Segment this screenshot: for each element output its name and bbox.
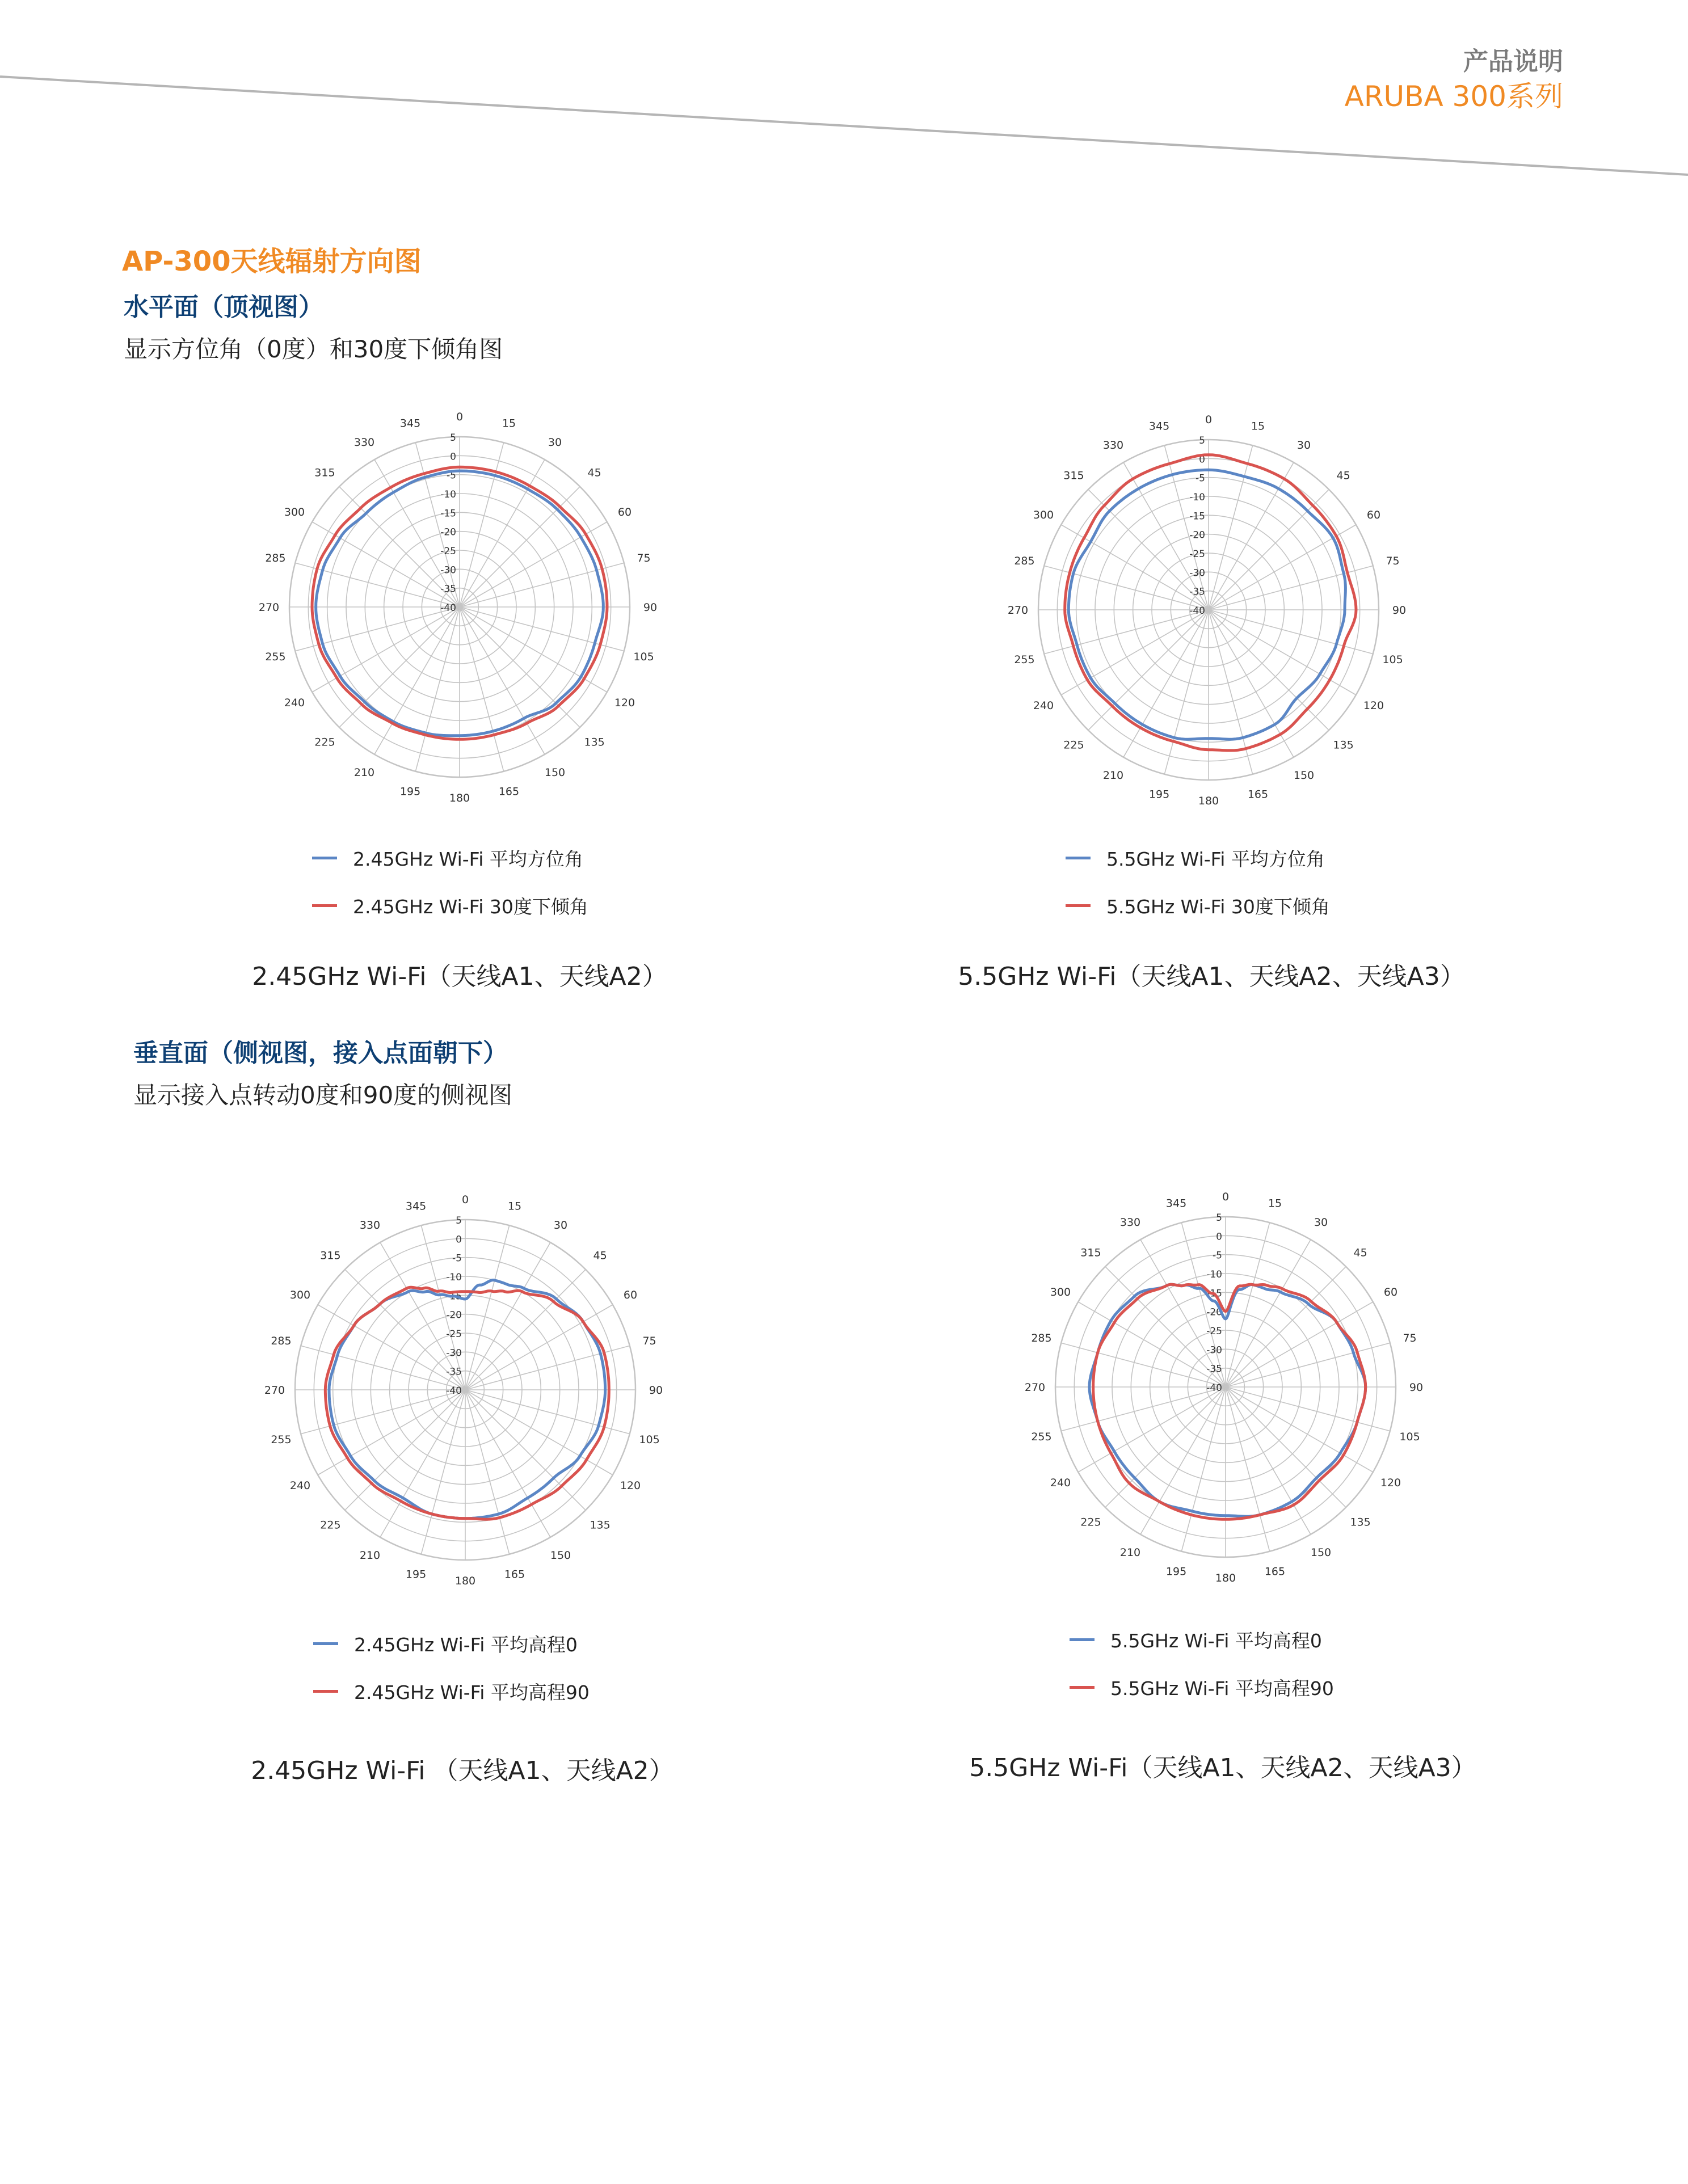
angle-tick-label: 210: [1119, 1546, 1141, 1559]
angle-tick-label: 165: [1264, 1565, 1286, 1578]
legend-label: 5.5GHz Wi-Fi 平均高程90: [1110, 1677, 1334, 1700]
legend-swatch-blue: [313, 1642, 338, 1645]
radial-tick-label: -5: [452, 1253, 462, 1264]
radial-tick-label: -25: [446, 1329, 462, 1340]
angle-tick-label: 285: [265, 552, 286, 565]
angle-tick-label: 180: [1198, 795, 1219, 807]
grid-spoke: [1181, 1387, 1226, 1551]
legend-label: 2.45GHz Wi-Fi 平均高程0: [354, 1633, 578, 1656]
legend-item: [312, 834, 588, 882]
legend-swatch-red: [313, 1690, 338, 1693]
angle-tick-label: 210: [353, 766, 375, 779]
angle-tick-label: 135: [1333, 739, 1354, 752]
radial-tick-label: -30: [440, 564, 456, 576]
angle-tick-label: 300: [1050, 1286, 1071, 1298]
grid-spoke: [465, 1225, 510, 1390]
legend-label: 2.45GHz Wi-Fi 平均高程90: [354, 1681, 590, 1704]
legend-item: [1070, 1663, 1334, 1711]
angle-tick-label: 90: [649, 1384, 663, 1397]
angle-tick-label: 30: [548, 436, 562, 449]
angle-tick-label: 255: [271, 1433, 292, 1446]
radial-tick-label: -25: [440, 546, 456, 557]
legend-label: 5.5GHz Wi-Fi 30度下倾角: [1106, 895, 1330, 918]
grid-spoke: [1226, 1387, 1270, 1551]
angle-tick-label: 60: [623, 1289, 638, 1301]
polar-chart-h-245: [221, 374, 698, 840]
horizontal-desc: 显示方位角（0度）和30度下倾角图: [124, 335, 503, 363]
radial-tick-label: 0: [1216, 1231, 1222, 1243]
radial-tick-label: -40: [440, 602, 456, 614]
angle-tick-label: 285: [1014, 555, 1035, 568]
radial-tick-label: 0: [1199, 454, 1205, 466]
angle-tick-label: 270: [258, 601, 280, 614]
angle-tick-label: 270: [264, 1384, 285, 1397]
angle-tick-label: 240: [284, 697, 305, 709]
angle-tick-label: 90: [643, 601, 658, 614]
radial-tick-label: 0: [456, 1234, 462, 1246]
legend-swatch-red: [1066, 904, 1091, 907]
angle-tick-label: 330: [1119, 1216, 1141, 1229]
grid-spoke: [1061, 1343, 1226, 1387]
radial-tick-label: -40: [446, 1385, 462, 1397]
angle-tick-label: 195: [399, 785, 421, 798]
angle-tick-label: 120: [614, 697, 635, 709]
legend-label: 2.45GHz Wi-Fi 平均方位角: [353, 848, 583, 870]
radial-tick-label: -25: [1189, 549, 1205, 560]
radial-tick-label: -15: [440, 508, 456, 520]
legend-label: 5.5GHz Wi-Fi 平均方位角: [1106, 848, 1325, 870]
section-title: AP-300天线辐射方向图: [122, 246, 422, 277]
legend-swatch-blue: [1066, 857, 1091, 859]
horizontal-heading: 水平面（顶视图）: [124, 293, 323, 322]
legend-item: [313, 1620, 590, 1667]
legend-swatch-blue: [1070, 1638, 1095, 1641]
legend-h-55: [1066, 834, 1330, 929]
legend-swatch-red: [1070, 1686, 1095, 1689]
angle-tick-label: 315: [314, 466, 335, 479]
grid-spoke: [345, 1390, 465, 1510]
grid-spoke: [415, 607, 460, 771]
angle-tick-label: 315: [320, 1249, 341, 1262]
angle-tick-label: 135: [584, 736, 605, 749]
angle-tick-label: 270: [1007, 604, 1029, 617]
angle-tick-label: 330: [353, 436, 375, 449]
angle-tick-label: 15: [502, 417, 516, 430]
caption-h-245: 2.45GHz Wi-Fi（天线A1、天线A2）: [252, 962, 667, 991]
angle-tick-label: 150: [1293, 769, 1315, 782]
angle-tick-label: 165: [1247, 788, 1269, 801]
angle-tick-label: 285: [1031, 1332, 1052, 1345]
angle-tick-label: 195: [405, 1568, 427, 1581]
angle-tick-label: 150: [1310, 1546, 1332, 1559]
angle-tick-label: 90: [1409, 1381, 1424, 1394]
angle-tick-label: 60: [1383, 1286, 1398, 1298]
grid-spoke: [421, 1390, 465, 1554]
vertical-heading: 垂直面（侧视图，接入点面朝下）: [133, 1039, 508, 1068]
legend-h-245: [312, 834, 588, 929]
angle-tick-label: 270: [1024, 1381, 1046, 1394]
angle-tick-label: 345: [405, 1200, 427, 1213]
grid-spoke: [1209, 610, 1329, 730]
angle-tick-label: 105: [633, 650, 654, 663]
legend-label: 5.5GHz Wi-Fi 平均高程0: [1110, 1629, 1322, 1652]
legend-item: [1066, 882, 1330, 929]
angle-tick-label: 150: [544, 766, 566, 779]
angle-tick-label: 210: [359, 1549, 381, 1562]
radial-tick-label: 5: [450, 432, 456, 444]
angle-tick-label: 75: [1386, 555, 1400, 568]
radial-tick-label: -20: [1189, 529, 1205, 541]
angle-tick-label: 300: [1033, 509, 1054, 521]
angle-tick-label: 240: [1033, 699, 1054, 712]
radial-tick-label: -40: [1206, 1382, 1222, 1394]
angle-tick-label: 195: [1165, 1565, 1187, 1578]
angle-tick-label: 180: [449, 792, 470, 804]
radial-tick-label: -35: [1189, 586, 1205, 598]
radial-tick-label: -15: [1206, 1288, 1222, 1300]
angle-tick-label: 0: [461, 1194, 469, 1206]
angle-tick-label: 75: [637, 552, 651, 565]
angle-tick-label: 45: [587, 466, 601, 479]
radial-tick-label: -10: [440, 489, 456, 500]
radial-tick-label: -35: [446, 1366, 462, 1378]
angle-tick-label: 300: [284, 506, 305, 518]
grid-spoke: [465, 1390, 510, 1554]
angle-tick-label: 135: [590, 1519, 611, 1532]
angle-tick-label: 285: [271, 1335, 292, 1348]
angle-tick-label: 345: [1148, 420, 1170, 433]
doc-subtitle: ARUBA 300系列: [1344, 80, 1563, 113]
vertical-desc: 显示接入点转动0度和90度的侧视图: [133, 1081, 513, 1109]
grid-spoke: [460, 607, 504, 771]
angle-tick-label: 15: [1268, 1197, 1282, 1210]
angle-tick-label: 75: [1403, 1332, 1417, 1345]
angle-tick-label: 165: [498, 785, 520, 798]
angle-tick-label: 45: [593, 1249, 607, 1262]
angle-tick-label: 30: [1296, 439, 1311, 452]
angle-tick-label: 225: [1063, 739, 1084, 752]
grid-spoke: [1088, 610, 1209, 730]
angle-tick-label: 180: [454, 1575, 476, 1587]
radial-tick-label: -5: [1213, 1250, 1222, 1262]
angle-tick-label: 0: [1222, 1191, 1230, 1203]
grid-spoke: [1105, 1387, 1226, 1507]
angle-tick-label: 210: [1102, 769, 1124, 782]
angle-tick-label: 240: [1050, 1477, 1071, 1489]
angle-tick-label: 30: [1314, 1216, 1328, 1229]
grid-spoke: [421, 1225, 465, 1390]
grid-spoke: [1226, 1387, 1346, 1507]
angle-tick-label: 330: [1102, 439, 1124, 452]
angle-tick-label: 240: [289, 1479, 311, 1492]
angle-tick-label: 225: [1080, 1516, 1101, 1529]
caption-h-55: 5.5GHz Wi-Fi（天线A1、天线A2、天线A3）: [958, 962, 1465, 991]
angle-tick-label: 255: [1014, 653, 1035, 666]
radial-tick-label: -30: [1206, 1344, 1222, 1356]
angle-tick-label: 345: [399, 417, 421, 430]
angle-tick-label: 105: [1382, 653, 1403, 666]
angle-tick-label: 165: [504, 1568, 525, 1581]
radial-tick-label: -35: [1206, 1363, 1222, 1375]
polar-chart-v-245: [227, 1157, 704, 1622]
legend-item: [1070, 1616, 1334, 1663]
angle-tick-label: 255: [265, 650, 286, 663]
angle-tick-label: 120: [1363, 699, 1384, 712]
radial-tick-label: -20: [1206, 1306, 1222, 1318]
legend-v-55: [1070, 1616, 1334, 1711]
radial-tick-label: -20: [446, 1309, 462, 1321]
radial-tick-label: 5: [1216, 1212, 1222, 1224]
radial-tick-label: -10: [1206, 1269, 1222, 1280]
polar-chart-v-55: [987, 1154, 1464, 1620]
angle-tick-label: 120: [620, 1479, 641, 1492]
angle-tick-label: 60: [617, 506, 632, 518]
radial-tick-label: -20: [440, 526, 456, 538]
legend-item: [313, 1667, 590, 1715]
radial-tick-label: 5: [1199, 435, 1205, 446]
radial-tick-label: -10: [446, 1272, 462, 1283]
radial-tick-label: -5: [447, 470, 456, 482]
angle-tick-label: 75: [642, 1335, 656, 1348]
angle-tick-label: 225: [314, 736, 335, 749]
grid-spoke: [1209, 490, 1329, 610]
angle-tick-label: 315: [1080, 1246, 1101, 1259]
angle-tick-label: 90: [1392, 604, 1407, 617]
caption-v-245: 2.45GHz Wi-Fi （天线A1、天线A2）: [251, 1756, 674, 1785]
angle-tick-label: 45: [1336, 469, 1350, 482]
radial-tick-label: 5: [456, 1215, 462, 1226]
angle-tick-label: 105: [1399, 1430, 1420, 1443]
radial-tick-label: -40: [1189, 605, 1205, 617]
angle-tick-label: 60: [1366, 509, 1381, 521]
angle-tick-label: 45: [1353, 1246, 1367, 1259]
angle-tick-label: 180: [1215, 1572, 1236, 1584]
legend-item: [312, 882, 588, 929]
angle-tick-label: 120: [1380, 1477, 1401, 1489]
legend-label: 2.45GHz Wi-Fi 30度下倾角: [353, 895, 588, 918]
angle-tick-label: 0: [1205, 414, 1213, 426]
polar-chart-h-55: [970, 377, 1447, 842]
angle-tick-label: 345: [1165, 1197, 1187, 1210]
angle-tick-label: 105: [639, 1433, 660, 1446]
angle-tick-label: 15: [1251, 420, 1265, 433]
angle-tick-label: 255: [1031, 1430, 1052, 1443]
angle-tick-label: 315: [1063, 469, 1084, 482]
radial-tick-label: -15: [1189, 511, 1205, 522]
legend-swatch-blue: [312, 857, 337, 859]
angle-tick-label: 225: [320, 1519, 341, 1532]
radial-tick-label: 0: [450, 451, 456, 463]
grid-spoke: [1061, 1387, 1226, 1431]
radial-tick-label: -10: [1189, 492, 1205, 503]
angle-tick-label: 195: [1148, 788, 1170, 801]
radial-tick-label: -35: [440, 583, 456, 595]
radial-tick-label: -25: [1206, 1326, 1222, 1337]
grid-spoke: [460, 607, 580, 727]
angle-tick-label: 330: [359, 1219, 381, 1232]
legend-item: [1066, 834, 1330, 882]
caption-v-55: 5.5GHz Wi-Fi（天线A1、天线A2、天线A3）: [969, 1753, 1476, 1782]
legend-swatch-red: [312, 904, 337, 907]
grid-spoke: [460, 487, 580, 607]
radial-tick-label: -30: [446, 1347, 462, 1359]
radial-tick-label: -15: [446, 1291, 462, 1302]
angle-tick-label: 300: [289, 1289, 311, 1301]
angle-tick-label: 0: [456, 411, 464, 423]
radial-tick-label: -5: [1196, 473, 1205, 484]
legend-v-245: [313, 1620, 590, 1715]
grid-spoke: [339, 607, 460, 727]
angle-tick-label: 15: [507, 1200, 522, 1213]
angle-tick-label: 135: [1350, 1516, 1371, 1529]
grid-spoke: [465, 1390, 586, 1510]
doc-title: 产品说明: [1463, 47, 1563, 76]
angle-tick-label: 150: [550, 1549, 571, 1562]
radial-tick-label: -30: [1189, 567, 1205, 579]
angle-tick-label: 30: [553, 1219, 568, 1232]
